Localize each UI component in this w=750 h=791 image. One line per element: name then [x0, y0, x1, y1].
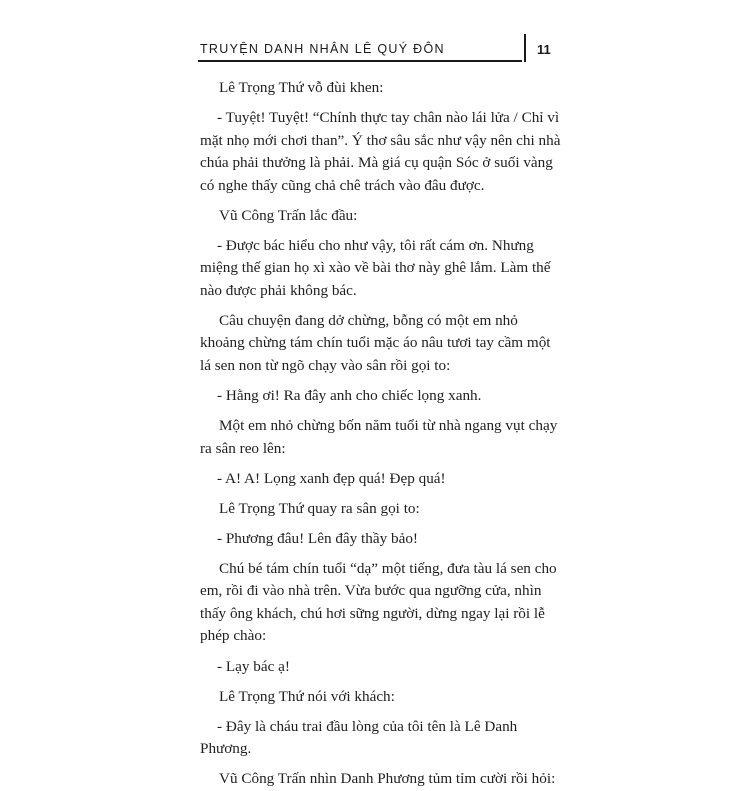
- paragraph: - A! A! Lọng xanh đẹp quá! Đẹp quá!: [217, 469, 446, 487]
- paragraph: - Tuyệt! Tuyệt! “Chính thực tay chân nào lái lửa / Chỉ vì mặt nhọ mới chơi than”. Ý thơ sâu sắc như vậy nên chi nhà chúa phải thưởng là phải. Mà giá cụ quận Sóc ở suối vàng có nghe thấy cũng chả chê trách vào đâu được.: [200, 109, 561, 194]
- paragraph: Lê Trọng Thứ quay ra sân gọi to:: [219, 499, 420, 517]
- paragraph: Một em nhỏ chừng bốn năm tuổi từ nhà ngang vụt chạy ra sân reo lên:: [200, 417, 558, 457]
- header-title: TRUYỆN DANH NHÂN LÊ QUÝ ĐÔN: [200, 42, 445, 56]
- page-number: 11: [537, 42, 551, 57]
- header-vertical-bar: [524, 34, 526, 62]
- paragraph: Chú bé tám chín tuổi “dạ” một tiếng, đưa tàu lá sen cho em, rồi đi vào nhà trên. Vừa bước qua ngưỡng cửa, nhìn thấy ông khách, chú hơi sững người, dừng ngay lại rồi lễ phép chào:: [200, 559, 557, 645]
- paragraph: - Hằng ơi! Ra đây anh cho chiếc lọng xanh.: [217, 386, 482, 404]
- paragraph: - Đây là cháu trai đầu lòng của tôi tên là Lê Danh Phương.: [200, 717, 518, 758]
- paragraph: Câu chuyện đang dở chừng, bỗng có một em nhỏ khoảng chừng tám chín tuổi mặc áo nâu tươi tay cầm một lá sen non từ ngõ chạy vào sân rồi gọi to:: [200, 311, 551, 374]
- paragraph: - Phương đâu! Lên đây thầy bảo!: [217, 529, 418, 547]
- paragraph: - Được bác hiểu cho như vậy, tôi rất cám ơn. Nhưng miệng thế gian họ xì xào về bài thơ này ghê lắm. Làm thế nào được phải không bác.: [200, 236, 551, 299]
- paragraph: Vũ Công Trấn lắc đầu:: [219, 206, 358, 224]
- header-rule: [198, 60, 522, 62]
- body-text: [200, 77, 562, 791]
- paragraph: - Lạy bác ạ!: [217, 657, 290, 675]
- running-header: [198, 38, 540, 64]
- paragraph: Vũ Công Trấn nhìn Danh Phương tủm tỉm cười rồi hỏi:: [219, 770, 556, 788]
- paragraph: Lê Trọng Thứ vỗ đùi khen:: [219, 79, 384, 96]
- paragraph: Lê Trọng Thứ nói với khách:: [219, 687, 395, 705]
